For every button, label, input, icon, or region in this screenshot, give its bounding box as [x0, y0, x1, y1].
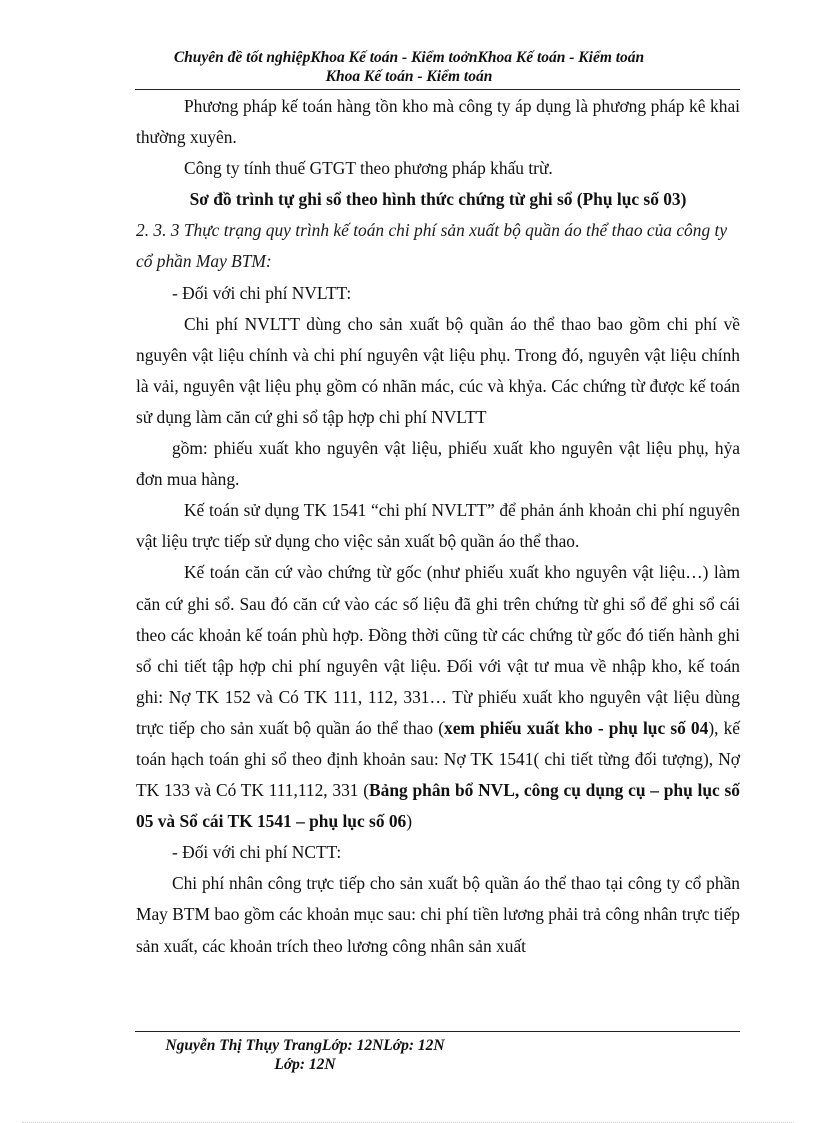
- paragraph-direct-labor-cost: Chi phí nhân công trực tiếp cho sản xuất bộ quần áo thể thao tại công ty cổ phần May BTM bao gồm các khoản mục sau: chi phí tiền lương phải trả công nhân trực tiếp sản xuất, các khoản trích theo lương công nhân sản xuất: [136, 873, 740, 956]
- paragraph-accounting-process: [136, 557, 740, 837]
- footer-rule: [135, 1031, 740, 1032]
- paragraph-account-1541: Kế toán sử dụng TK 1541 “chi phí NVLTT” để phản ánh khoản chi phí nguyên vật liệu trực tiếp sử dụng cho việc sản xuất bộ quần áo thể thao.: [136, 500, 740, 552]
- subheading-direct-labor: - Đối với chi phí NCTT:: [172, 842, 342, 863]
- paragraph-inventory-method: Phương pháp kế toán hàng tồn kho mà công ty áp dụng là phương pháp kê khai thường xuyên.: [136, 96, 740, 148]
- appendix-ref-04: xem phiếu xuất kho - phụ lục số 04: [444, 717, 709, 738]
- section-title: 2. 3. 3 Thực trạng quy trình kế toán chi phí sản xuất bộ quần áo thể thao của công ty cổ phần May BTM:: [136, 220, 728, 272]
- page-header: [135, 48, 683, 86]
- header-line-1: Chuyên đề tốt nghiệpKhoa Kế toán - Kiểm toởnKhoa Kế toán - Kiểm toán: [173, 49, 645, 66]
- diagram-heading: Sơ đồ trình tự ghi sổ theo hình thức chứng từ ghi sổ (Phụ lục số 03): [189, 189, 687, 210]
- footer-line-2: Lớp: 12N: [274, 1056, 336, 1073]
- header-rule: [135, 89, 740, 90]
- paragraph-documents-used: gồm: phiếu xuất kho nguyên vật liệu, phiếu xuất kho nguyên vật liệu phụ, hỷa đơn mua hàng.: [136, 438, 740, 490]
- footer-line-1: Nguyễn Thị Thụy TrangLớp: 12NLớp: 12N: [165, 1037, 445, 1054]
- page-footer: [135, 1036, 475, 1074]
- process-text-c: ), kế toán hạch toán ghi sổ theo định khoản sau: Nợ TK 1541( chi tiết từng đối tượng), Nợ TK 133 và Có TK 111,112, 331 (: [136, 717, 740, 801]
- appendix-ref-05-06: Bảng phân bổ NVL, công cụ dụng cụ – phụ lục số 05 và Sổ cái TK 1541 – phụ lục số 06: [136, 780, 740, 832]
- document-body: [136, 91, 740, 962]
- header-line-2: Khoa Kế toán - Kiểm toán: [325, 68, 493, 85]
- paragraph-direct-material-cost: Chi phí NVLTT dùng cho sản xuất bộ quần áo thể thao bao gồm chi phí về nguyên vật liệu chính và chi phí nguyên vật liệu phụ. Trong đó, nguyên vật liệu chính là vải, nguyên vật liệu phụ gồm có nhãn mác, cúc và khỷa. Các chứng từ được kế toán sử dụng làm căn cứ ghi sổ tập hợp chi phí NVLTT: [136, 313, 740, 427]
- process-text-a: Kế toán căn cứ vào chứng từ gốc (như phiếu xuất kho nguyên vật liệu…) làm căn cứ ghi sổ. Sau đó căn cứ vào các số liệu đã ghi trên chứng từ ghi sổ để ghi sổ cái theo các khoản kế toán phù hợp. Đồng thời cũng từ các chứng từ gốc đó tiến hành ghi sổ chi tiết tập hợp chi phí nguyên vật liệu. Đối với vật tư mua về nhập kho, kế toán ghi: Nợ TK 152 và Có TK 111, 112, 331… Từ phiếu xuất kho nguyên vật liệu dùng trực tiếp cho sản xuất bộ quần áo thể thao (: [136, 562, 740, 738]
- process-text-e: ): [406, 811, 413, 832]
- paragraph-vat-method: Công ty tính thuế GTGT theo phương pháp khấu trừ.: [184, 158, 553, 179]
- subheading-direct-material: - Đối với chi phí NVLTT:: [172, 282, 352, 303]
